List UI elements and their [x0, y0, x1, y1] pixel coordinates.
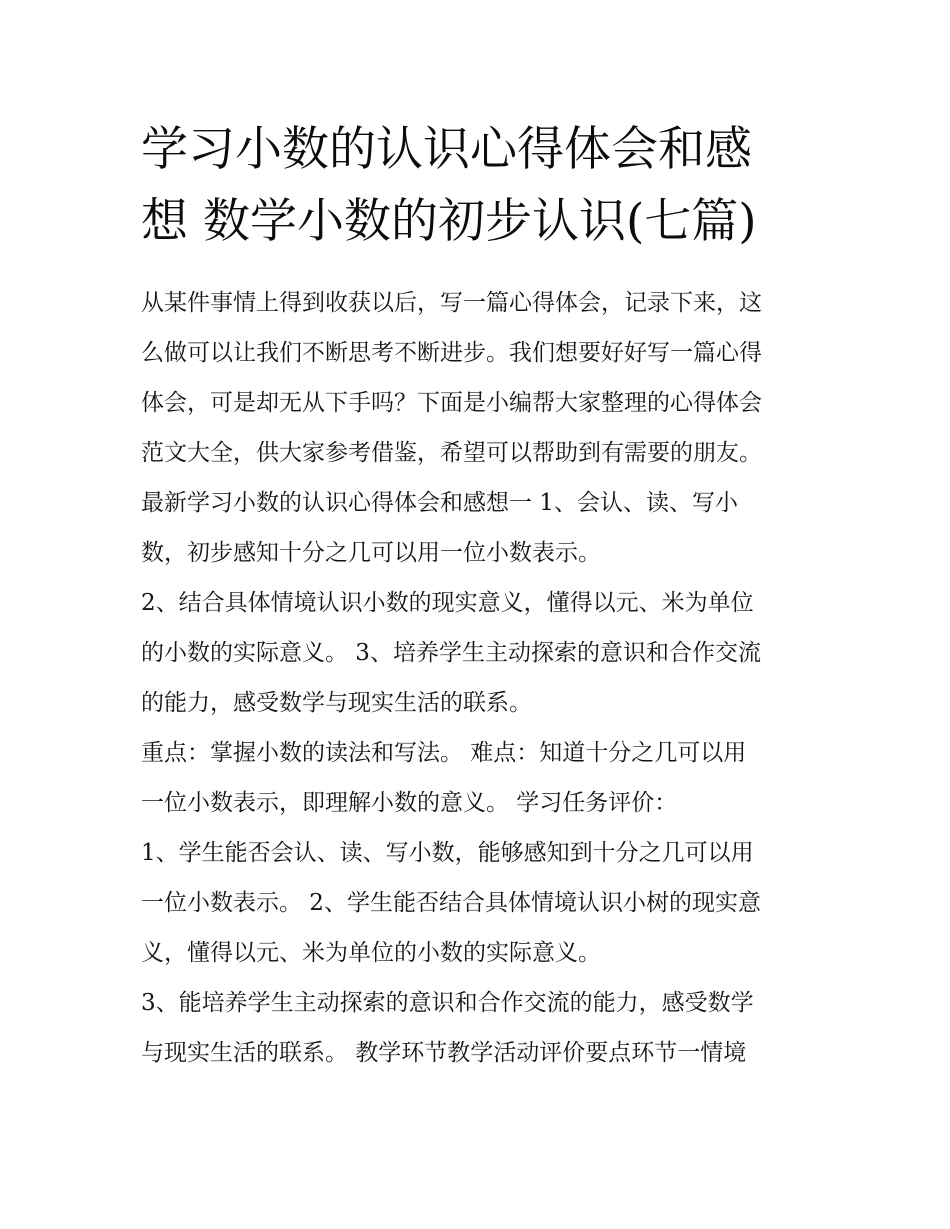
paragraph-evaluation [141, 828, 816, 978]
text-line: 一位小数表示，即理解小数的意义。 学习任务评价： [141, 790, 678, 816]
document-body [141, 278, 816, 1078]
text-line: 与现实生活的联系。 教学环节教学活动评价要点环节一情境 [141, 1040, 747, 1066]
paragraph-intro [141, 278, 816, 578]
text-line: 从某件事情上得到收获以后，写一篇心得体会，记录下来，这 [141, 290, 762, 316]
text-line: 3、能培养学生主动探索的意识和合作交流的能力，感受数学 [141, 990, 754, 1016]
text-line: 一位小数表示。 2、学生能否结合具体情境认识小树的现实意 [141, 890, 761, 916]
text-line: 的能力，感受数学与现实生活的联系。 [141, 690, 532, 716]
text-line: 最新学习小数的认识心得体会和感想一 1、会认、读、写小 [141, 490, 738, 516]
document-title [141, 114, 821, 258]
paragraph-key-points [141, 728, 816, 828]
title-line: 学习小数的认识心得体会和感 [141, 122, 752, 177]
text-line: 体会，可是却无从下手吗？下面是小编帮大家整理的心得体会 [141, 390, 762, 416]
text-line: 重点：掌握小数的读法和写法。 难点：知道十分之几可以用 [141, 740, 747, 766]
text-line: 数，初步感知十分之几可以用一位小数表示。 [141, 540, 601, 566]
text-line: 的小数的实际意义。 3、培养学生主动探索的意识和合作交流 [141, 640, 761, 666]
paragraph-teaching [141, 978, 816, 1078]
title-line: 想 数学小数的初步认识(七篇) [141, 194, 757, 249]
paragraph-goals [141, 578, 816, 728]
text-line: 么做可以让我们不断思考不断进步。我们想要好好写一篇心得 [141, 340, 762, 366]
text-line: 1、学生能否会认、读、写小数，能够感知到十分之几可以用 [141, 840, 754, 866]
text-line: 范文大全，供大家参考借鉴，希望可以帮助到有需要的朋友。 [141, 440, 762, 466]
text-line: 义，懂得以元、米为单位的小数的实际意义。 [141, 940, 601, 966]
text-line: 2、结合具体情境认识小数的现实意义，懂得以元、米为单位 [141, 590, 754, 616]
